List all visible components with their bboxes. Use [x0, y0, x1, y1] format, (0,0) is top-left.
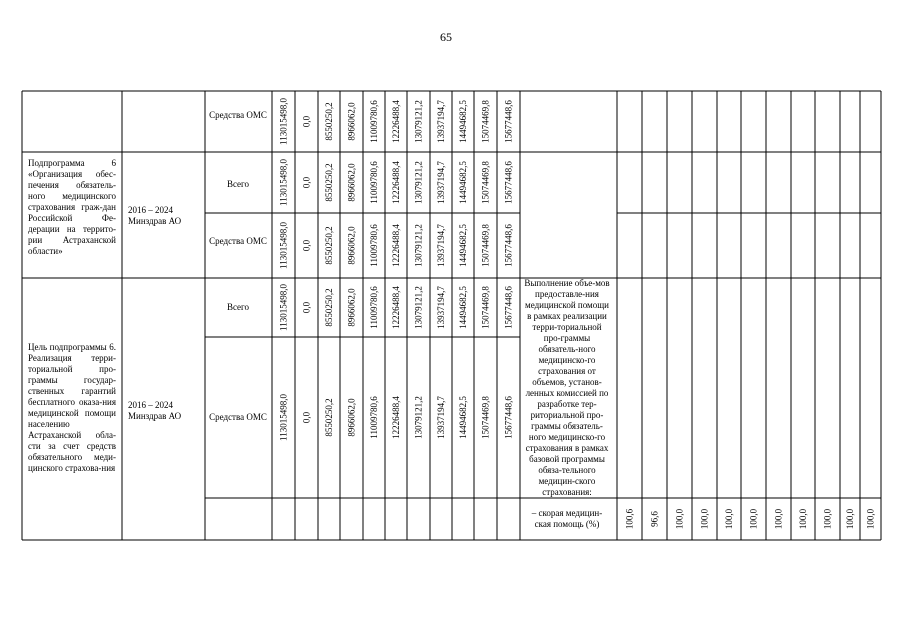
indicator-value-9: 100,0: [845, 508, 855, 530]
goal-6-name: Цель подпрограммы 6. Реализация терри-ториальной про-граммы государ-ственных гарантий бесплатного оказа-ния медицинской помощи населению Астраханской обла-сти за счет средств обязательного меди-цинского страхова-ния: [28, 342, 116, 473]
value-cell-oms-row1-6: 13079121,2: [413, 100, 424, 143]
value-cell-oms-row3-2: 8550250,2: [324, 398, 334, 437]
value-cell-total-row3-0: 113015498,0: [278, 284, 289, 331]
value-cell-oms-row2-8: 14494682,5: [458, 224, 468, 267]
value-cell-oms-row2-1: 0,0: [301, 239, 312, 252]
value-cell-total-row3-1: 0,0: [301, 301, 312, 314]
indicator-value-10: 100,0: [865, 508, 876, 530]
subprogram-6-period: 2016 – 2024 Минздрав АО: [128, 205, 182, 226]
value-cell-oms-row1-4: 11009780,6: [369, 100, 379, 143]
value-cell-total-row2-2: 8550250,2: [324, 163, 334, 202]
value-cell-total-row3-7: 13937194,7: [436, 286, 446, 329]
value-cell-total-row2-8: 14494682,5: [458, 161, 468, 204]
indicator-item: – скорая медицин-ская помощь (%): [531, 508, 603, 529]
source-label-oms-row1: Средства ОМС: [209, 110, 267, 120]
indicator-value-1: 96,6: [649, 511, 660, 527]
value-cell-total-row3-6: 13079121,2: [413, 286, 424, 329]
indicator-title: Выполнение объе-мов предоставле-ния медицинской помощи в рамках реализации терри-ториальной про-граммы обязатель-ного медицинско-го страхования от объемов, установ-ленных комиссией по разработке тер-риториальной про-граммы обязатель-ного медицинско-го страхования в рамках базовой программы обяза-тельного медицин-ского страхования:: [524, 278, 610, 497]
value-cell-oms-row3-6: 13079121,2: [413, 396, 424, 439]
page-number: 65: [440, 30, 452, 44]
value-cell-oms-row1-0: 113015498,0: [278, 98, 289, 145]
subprogram-6-name: Подпрограмма 6 «Организация обес-печения обязатель-ного медицинского страхования граж-дан Российской Фе-дерации на террито-рии Астраханской области»: [28, 158, 116, 256]
indicator-value-8: 100,0: [822, 508, 833, 530]
value-cell-total-row2-1: 0,0: [301, 176, 312, 189]
indicator-value-5: 100,0: [748, 508, 759, 530]
value-cell-oms-row3-0: 113015498,0: [278, 394, 289, 441]
value-cell-oms-row2-0: 113015498,0: [278, 222, 289, 269]
value-cell-total-row3-2: 8550250,2: [324, 288, 334, 327]
value-cell-oms-row2-2: 8550250,2: [324, 226, 334, 265]
value-cell-oms-row2-7: 13937194,7: [436, 224, 446, 267]
value-cell-total-row2-5: 12226488,4: [391, 161, 401, 204]
value-cell-oms-row2-10: 15677448,6: [503, 224, 514, 267]
value-cell-total-row3-9: 15074469,8: [480, 286, 491, 329]
value-cell-oms-row1-3: 8966062,0: [346, 102, 357, 141]
value-cell-total-row3-5: 12226488,4: [391, 286, 401, 329]
value-cell-oms-row3-5: 12226488,4: [391, 396, 401, 439]
value-cell-oms-row1-1: 0,0: [301, 115, 312, 128]
value-cell-oms-row2-9: 15074469,8: [480, 224, 491, 267]
indicator-value-4: 100,0: [724, 508, 734, 530]
value-cell-total-row2-7: 13937194,7: [436, 161, 446, 204]
value-cell-oms-row2-3: 8966062,0: [346, 226, 357, 265]
value-cell-total-row2-6: 13079121,2: [413, 161, 424, 204]
value-cell-oms-row3-4: 11009780,6: [369, 396, 379, 439]
value-cell-oms-row1-5: 12226488,4: [391, 100, 401, 143]
value-cell-oms-row2-5: 12226488,4: [391, 224, 401, 267]
value-cell-oms-row1-9: 15074469,8: [480, 100, 491, 143]
source-label-total-row3: Всего: [226, 302, 250, 312]
value-cell-oms-row3-10: 15677448,6: [503, 396, 514, 439]
value-cell-oms-row1-7: 13937194,7: [436, 100, 446, 143]
value-cell-oms-row3-1: 0,0: [301, 411, 312, 424]
source-label-oms-row2: Средства ОМС: [209, 236, 267, 246]
indicator-value-6: 100,0: [773, 508, 784, 530]
indicator-value-2: 100,0: [674, 508, 685, 530]
value-cell-total-row3-4: 11009780,6: [369, 286, 379, 329]
value-cell-oms-row2-6: 13079121,2: [413, 224, 424, 267]
value-cell-oms-row2-4: 11009780,6: [369, 224, 379, 267]
value-cell-oms-row3-9: 15074469,8: [480, 396, 491, 439]
indicator-value-0: 100,6: [624, 508, 635, 530]
source-label-oms-row3: Средства ОМС: [209, 412, 267, 422]
value-cell-total-row3-10: 15677448,6: [503, 286, 514, 329]
value-cell-total-row2-0: 113015498,0: [278, 159, 289, 206]
indicator-value-7: 100,0: [798, 508, 808, 530]
value-cell-oms-row3-3: 8966062,0: [346, 398, 357, 437]
goal-6-period: 2016 – 2024 Минздрав АО: [128, 400, 182, 421]
value-cell-oms-row1-2: 8550250,2: [324, 102, 334, 141]
value-cell-total-row3-8: 14494682,5: [458, 286, 468, 329]
value-cell-total-row2-10: 15677448,6: [503, 161, 514, 204]
value-cell-oms-row3-7: 13937194,7: [436, 396, 446, 439]
value-cell-total-row2-3: 8966062,0: [346, 163, 357, 202]
source-label-total-row2: Всего: [226, 179, 250, 189]
value-cell-oms-row1-8: 14494682,5: [458, 100, 468, 143]
value-cell-oms-row1-10: 15677448,6: [503, 100, 514, 143]
value-cell-total-row2-4: 11009780,6: [369, 161, 379, 204]
value-cell-total-row2-9: 15074469,8: [480, 161, 491, 204]
value-cell-total-row3-3: 8966062,0: [346, 288, 357, 327]
value-cell-oms-row3-8: 14494682,5: [458, 396, 468, 439]
indicator-value-3: 100,0: [699, 508, 710, 530]
